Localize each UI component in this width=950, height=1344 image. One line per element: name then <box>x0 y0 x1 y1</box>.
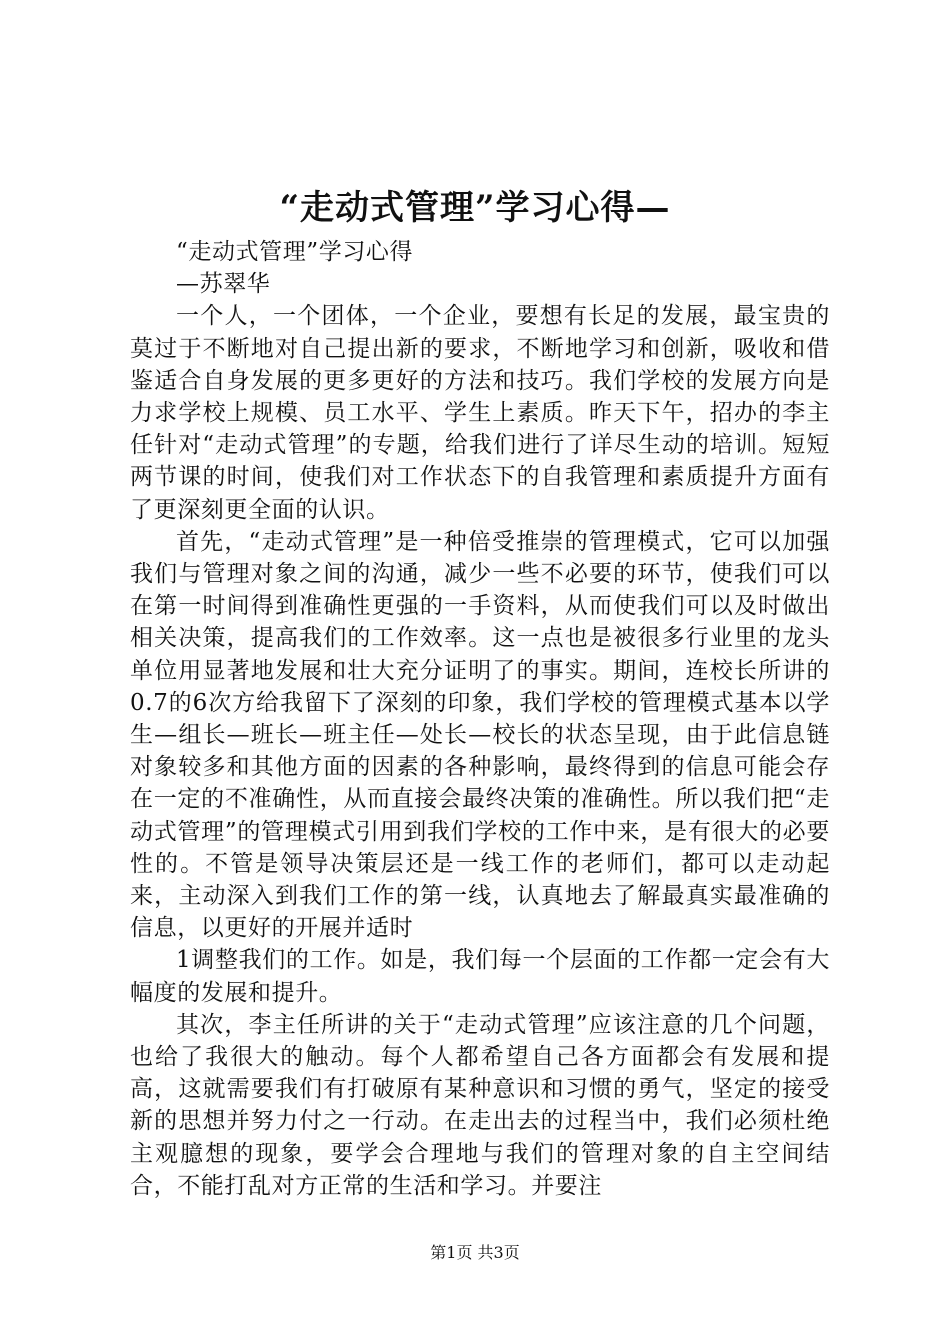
body-paragraph: 首先，“走动式管理”是一种倍受推崇的管理模式，它可以加强我们与管理对象之间的沟通，减少一些不必要的环节，使我们可以在第一时间得到准确性更强的一手资料，从而使我们可以及时做出相关决策，提高我们的工作效率。这一点也是被很多行业里的龙头单位用显著地发展和壮大充分证明了的事实。期间，连校长所讲的0.7的6次方给我留下了深刻的印象，我们学校的管理模式基本以学生—组长—班长—班主任—处长—校长的状态呈现，由于此信息链对象较多和其他方面的因素的各种影响，最终得到的信息可能会存在一定的不准确性，从而直接会最终决策的准确性。所以我们把“走动式管理”的管理模式引用到我们学校的工作中来，是有很大的必要性的。不管是领导决策层还是一线工作的老师们，都可以走动起来，主动深入到我们工作的第一线，认真地去了解最真实最准确的信息，以更好的开展并适时 <box>130 528 830 942</box>
document-body <box>130 236 830 1202</box>
body-paragraph: 其次，李主任所讲的关于“走动式管理”应该注意的几个问题，也给了我很大的触动。每个人都希望自己各方面都会有发展和提高，这就需要我们有打破原有某种意识和习惯的勇气，坚定的接受新的思想并努力付之一行动。在走出去的过程当中，我们必须杜绝主观臆想的现象，要学会合理地与我们的管理对象的自主空间结合，不能打乱对方正常的生活和学习。并要注 <box>130 1011 830 1199</box>
author-paragraph: —苏翠华 <box>176 271 271 298</box>
subtitle-paragraph: “走动式管理”学习心得 <box>176 239 414 265</box>
page-number-footer: 第1页 共3页 <box>430 1243 520 1262</box>
body-paragraph: 一个人，一个团体，一个企业，要想有长足的发展，最宝贵的莫过于不断地对自己提出新的要求，不断地学习和创新，吸收和借鉴适合自身发展的更多更好的方法和技巧。我们学校的发展方向是力求学校上规模、员工水平、学生上素质。昨天下午，招办的李主任针对“走动式管理”的专题，给我们进行了详尽生动的培训。短短两节课的时间，使我们对工作状态下的自我管理和素质提升方面有了更深刻更全面的认识。 <box>130 303 830 523</box>
document-title: “走动式管理”学习心得— <box>279 188 671 228</box>
body-paragraph: 1调整我们的工作。如是，我们每一个层面的工作都一定会有大幅度的发展和提升。 <box>130 947 830 1006</box>
